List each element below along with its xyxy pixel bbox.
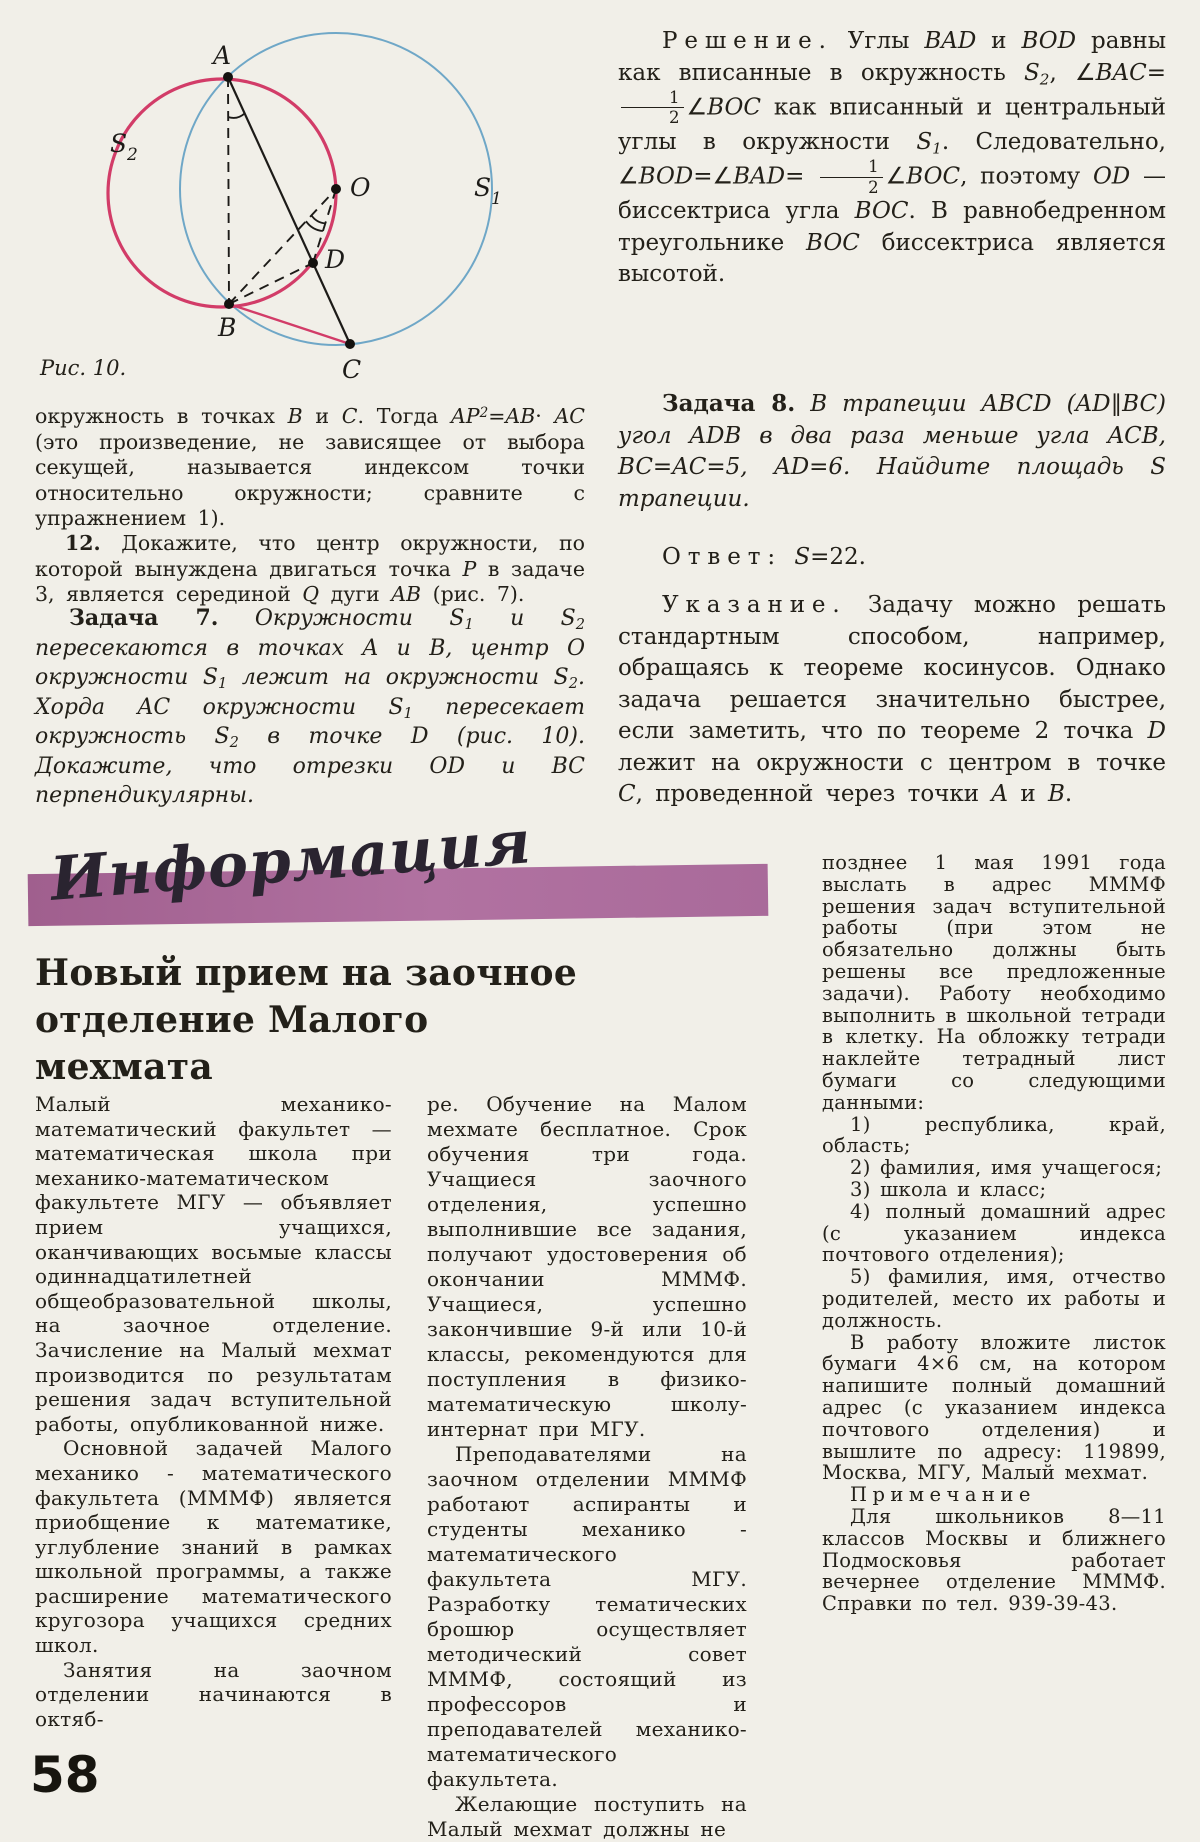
column2-paragraph-1: ре. Обучение на Малом мехмате бесплатное. Срок обучения три года. Учащиеся заочного отделения, успешно выполнившие все задания, получают удостоверения об окончании МММФ. Учащиеся, успешно закончившие 9-й или 10-й классы, рекомендуются для поступления в физико-математическую школу-интернат при МГУ. — [427, 1092, 747, 1441]
point-b-dot — [224, 299, 234, 309]
article-heading: Новый прием на заочное отделение Малого мехмата — [35, 952, 578, 1088]
figure-caption: Рис. 10. — [40, 356, 127, 380]
column1-paragraph-3: Занятия на заочном отделении начинаются в октяб- — [35, 1657, 392, 1731]
paragraph-index-of-point: окружность в точках B и C. Тогда $AP^2=AB\cdot$ AC (это произведение, не зависящее от выбора секущей, называется индексом точки относительно окружности; сравните с упражнением 1). — [35, 404, 585, 530]
point-label-c: C — [342, 355, 362, 384]
column3-list-item-4: 4) полный домашний адрес (с указанием индекса почтового отделения); — [822, 1199, 1166, 1267]
point-o-dot — [331, 184, 341, 194]
column3-paragraph-1: позднее 1 мая 1991 года выслать в адрес МММФ решения задач вступительной работы (при этом не обязательно должны быть решены все предложенные задачи). Работу необходимо выполнить в школьной тетради в клетку. На обложку тетради наклейте тетрадный лист бумаги со следующими данными: — [822, 851, 1166, 1114]
paragraph-answer: Ответ: S=22. — [662, 544, 866, 570]
circle-s2 — [108, 79, 336, 307]
dashed-b-o — [229, 189, 336, 304]
column3-list-item-1: 1) республика, край, область; — [822, 1112, 1166, 1158]
angle-mark-at-o-inner — [312, 215, 326, 223]
paragraph-task-7: Задача 7. Окружности $S_1$ и $S_2$ пересекаются в точках A и B, центр O окружности $S_1$ лежит на окружности $S_2$. Хорда AC окружности $S_1$ пересекает окружность $S_2$ в точке D (рис. 10). Докажите, что отрезки OD и BC перпендикулярны. — [35, 605, 586, 808]
point-d-dot — [308, 258, 318, 268]
angle-mark-at-a — [228, 113, 245, 118]
column1-paragraph-2: Основной задачей Малого механико - математического факультета (МММФ) является приобщение к математике, углубление знаний в рамках школьной программы, а также расширение математического кругозора учащихся средних школ. — [35, 1436, 392, 1658]
dashed-b-d — [229, 263, 313, 304]
article-column-3 — [822, 852, 1166, 1615]
column3-list-item-2: 2) фамилия, имя учащегося; — [850, 1156, 1163, 1180]
circle-label-s2-sub: 2 — [127, 145, 138, 165]
column2-paragraph-3: Желающие поступить на Малый мехмат должны не — [427, 1792, 747, 1841]
paragraph-solution: Решение. Углы BAD и BOD равны как вписанные в окружность $S_2$, ∠BAC= $\frac{1}{2}$ ∠BOC как вписанный и центральный углы в окружности $S_1$. Следовательно, ∠BOD=∠BAD= $\frac{1}{2}$ ∠BOC, поэтому OD — биссектриса угла BOC. В равнобедренном треугольнике BOC биссектриса является высотой. — [618, 28, 1167, 288]
article-column-1 — [35, 1092, 392, 1731]
info-banner-script: Информация — [47, 807, 535, 915]
paragraph-task-8: Задача 8. В трапеции ABCD (AD∥BC) угол ADB в два раза меньше угла ACB, BC=AC=5, AD=6. Найдите площадь S трапеции. — [618, 390, 1167, 512]
paragraph-exercise-12: 12. Докажите, что центр окружности, по которой вынуждена двигаться точка P в задаче 3, является серединой Q дуги AB (рис. 7). — [35, 531, 585, 606]
point-c-dot — [345, 339, 355, 349]
point-label-o: O — [350, 173, 371, 202]
point-label-d: D — [325, 245, 346, 274]
column3-paragraph-3: Для школьников 8—11 классов Москвы и ближнего Подмосковья работает вечернее отделение МММФ. Справки по тел. 939-39-43. — [822, 1504, 1166, 1616]
column3-list-item-3: 3) школа и класс; — [850, 1177, 1047, 1201]
column1-paragraph-1: Малый механико-математический факультет — математическая школа при механико-математическом факультете МГУ — объявляет прием учащихся, оканчивающих восьмые классы одиннадцатилетней общеобразовательной школы, на заочное отделение. Зачисление на Малый мехмат производится по результатам решения задач вступительной работы, опубликованной ниже. — [35, 1092, 392, 1436]
point-label-b: B — [218, 313, 237, 342]
column2-paragraph-2: Преподавателями на заочном отделении МММФ работают аспиранты и студенты механико - математического факультета МГУ. Разработку тематических брошюр осуществляет методический совет МММФ, состоящий из профессоров и преподавателей механико-математического факультета. — [427, 1442, 747, 1791]
column3-note-label: Примечание — [850, 1483, 1036, 1507]
dashed-a-b — [228, 77, 229, 304]
circle-label-s1: S — [474, 173, 492, 202]
column3-list-item-5: 5) фамилия, имя, отчество родителей, место их работы и должность. — [822, 1265, 1166, 1332]
paragraph-hint: Указание. Задачу можно решать стандартным способом, например, обращаясь к теореме косинусов. Однако задача решается значительно быстрее, если заметить, что по теореме 2 точка D лежит на окружности с центром в точке C, проведенной через точки A и B. — [618, 592, 1166, 807]
point-label-a: A — [213, 41, 232, 70]
figure-circles-diagram — [28, 0, 533, 392]
column3-paragraph-2: В работу вложите листок бумаги 4×6 см, на котором напишите полный домашний адрес (с указанием индекса почтового отделения) и вышлите по адресу: 119899, Москва, МГУ, Малый мехмат. — [822, 1330, 1166, 1485]
point-a-dot — [223, 72, 233, 82]
page-number: 58 — [30, 1746, 100, 1804]
circle-label-s2: S — [110, 129, 128, 158]
article-column-2 — [427, 1092, 747, 1842]
circle-label-s1-sub: 1 — [491, 189, 502, 209]
